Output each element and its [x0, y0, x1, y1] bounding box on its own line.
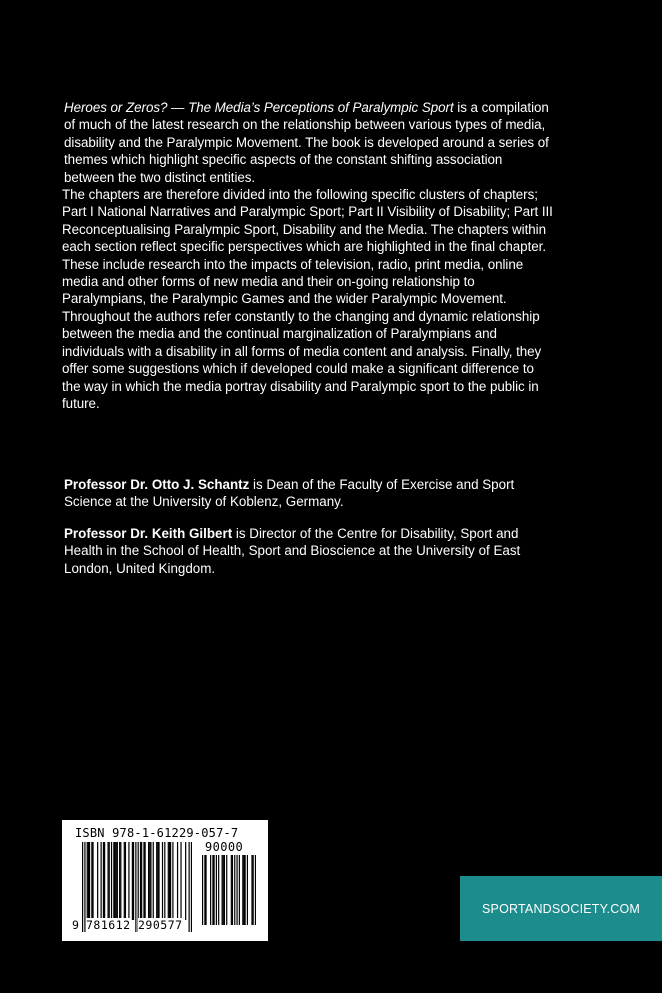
author-description: is Director of the Centre for Disability, Sport and Health in the School of Health, Sport and Bioscience at the University of East London, United Kingdom. — [64, 526, 521, 576]
barcode-bar — [111, 842, 112, 920]
barcode-bar — [91, 842, 92, 920]
author-bio-schantz — [64, 476, 554, 511]
barcode-bar — [89, 842, 90, 920]
barcode-bar — [109, 842, 110, 920]
addon-bar — [234, 855, 235, 925]
barcode-bar — [172, 842, 173, 920]
addon-bar — [213, 855, 214, 925]
barcode-bar — [124, 842, 125, 920]
barcode-bar — [185, 842, 186, 920]
barcode-bar — [92, 842, 93, 920]
barcode-bar — [135, 842, 136, 932]
addon-bar — [212, 855, 213, 925]
barcode-bar — [88, 842, 89, 920]
addon-bar — [223, 855, 224, 925]
barcode-bar — [140, 842, 141, 920]
barcode-bar — [170, 842, 171, 920]
barcode-bar — [164, 842, 165, 920]
author-description: is Dean of the Faculty of Exercise and Sport Science at the University of Koblenz, Germany. — [64, 477, 515, 510]
isbn-barcode — [62, 820, 268, 941]
website-badge — [460, 876, 662, 941]
website-link[interactable]: SPORTANDSOCIETY.COM — [482, 901, 640, 916]
addon-bar — [239, 855, 240, 925]
addon-bar — [242, 855, 243, 925]
barcode-bar — [120, 842, 121, 920]
barcode-bar — [145, 842, 146, 920]
barcode-bar — [104, 842, 105, 920]
addon-bar — [247, 855, 248, 925]
author-bio-gilbert — [64, 525, 554, 577]
barcode-bar — [107, 842, 108, 920]
addon-bar — [253, 855, 254, 925]
barcode-bar — [117, 842, 118, 920]
barcode-bar — [125, 842, 126, 920]
description-paragraph-2: The chapters are therefore divided into the following specific clusters of chapters; Part I National Narratives and Paralympic Sport; Part II Visibility of Disability; Part III Reconceptualising Paralympic Sport, Disability and the Media. The chapters within each section reflect specific perspectives which are highlighted in the final chapter. These include research into the impacts of television, radio, print media, online media and other forms of new media and their on-going relationship to Paralympians, the Paralympic Games and the wider Paralympic Movement. Throughout the authors refer constantly to the changing and dynamic relationship between the media and the continual marginalization of Paralympians and individuals with a disability in all forms of media content and analysis. Finally, they offer some suggestions which if developed could make a significant difference to the way in which the media portray disability and Paralympic sport to the public in future. — [62, 187, 553, 411]
barcode-bar — [101, 842, 102, 920]
barcode-bar — [141, 842, 142, 920]
author-name: Professor Dr. Keith Gilbert — [64, 526, 233, 541]
addon-bar — [226, 855, 227, 925]
barcode-bar — [177, 842, 178, 920]
barcode-bar — [150, 842, 151, 920]
addon-bar — [218, 855, 219, 925]
barcode-bar — [157, 842, 158, 920]
addon-bar — [243, 855, 244, 925]
addon-bar — [210, 855, 211, 925]
barcode-bar — [132, 842, 133, 920]
addon-bar — [231, 855, 232, 925]
barcode-bar — [189, 842, 190, 932]
description-intro: is a compilation of much of the latest research on the relationship between various types of media, disability and the Paralympic Movement. The book is developed around a series of themes which highlight specific aspects of the constant shifting association between the two distinct entities. — [64, 100, 549, 185]
barcode-bar — [87, 842, 88, 920]
barcode-bar — [162, 842, 163, 920]
addon-bar — [255, 855, 256, 925]
addon-bar — [251, 855, 252, 925]
addon-bar — [202, 855, 203, 925]
ean-first-digit: 9 — [72, 918, 79, 932]
addon-bar — [224, 855, 225, 925]
addon-bar — [204, 855, 205, 925]
addon-bar — [222, 855, 223, 925]
barcode-bar — [143, 842, 144, 920]
barcode-bar — [103, 842, 104, 920]
barcode-bar — [168, 842, 169, 920]
isbn-label: ISBN 978-1-61229-057-7 — [75, 826, 239, 840]
barcode-bar — [158, 842, 159, 920]
barcode-bar — [156, 842, 157, 920]
barcode-bar — [149, 842, 150, 920]
barcode-bar — [191, 842, 192, 932]
book-title: Heroes or Zeros? — The Media’s Perceptions of Paralympic Sport — [64, 100, 454, 115]
addon-bar — [232, 855, 233, 925]
barcode-bar — [113, 842, 114, 920]
price-code: 90000 — [205, 840, 244, 854]
barcode-bar — [148, 842, 149, 920]
book-description — [64, 99, 554, 412]
barcode-bar — [153, 842, 154, 920]
author-name: Professor Dr. Otto J. Schantz — [64, 477, 250, 492]
barcode-bar — [169, 842, 170, 920]
ean-left-group: 781612 — [86, 918, 131, 932]
barcode-bar — [119, 842, 120, 920]
barcode-bar — [82, 842, 83, 932]
barcode-bar — [114, 842, 115, 920]
barcode-bar — [180, 842, 181, 920]
barcode-bar — [116, 842, 117, 920]
barcode-bar — [133, 842, 134, 920]
description-paragraph-1 — [64, 99, 554, 186]
addon-barcode-bars — [202, 855, 256, 925]
addon-bar — [216, 855, 217, 925]
addon-bar — [236, 855, 237, 925]
addon-bar — [205, 855, 206, 925]
barcode-bar — [128, 842, 129, 920]
addon-bar — [245, 855, 246, 925]
ean-right-group: 290577 — [138, 918, 183, 932]
barcode-bar — [97, 842, 98, 920]
